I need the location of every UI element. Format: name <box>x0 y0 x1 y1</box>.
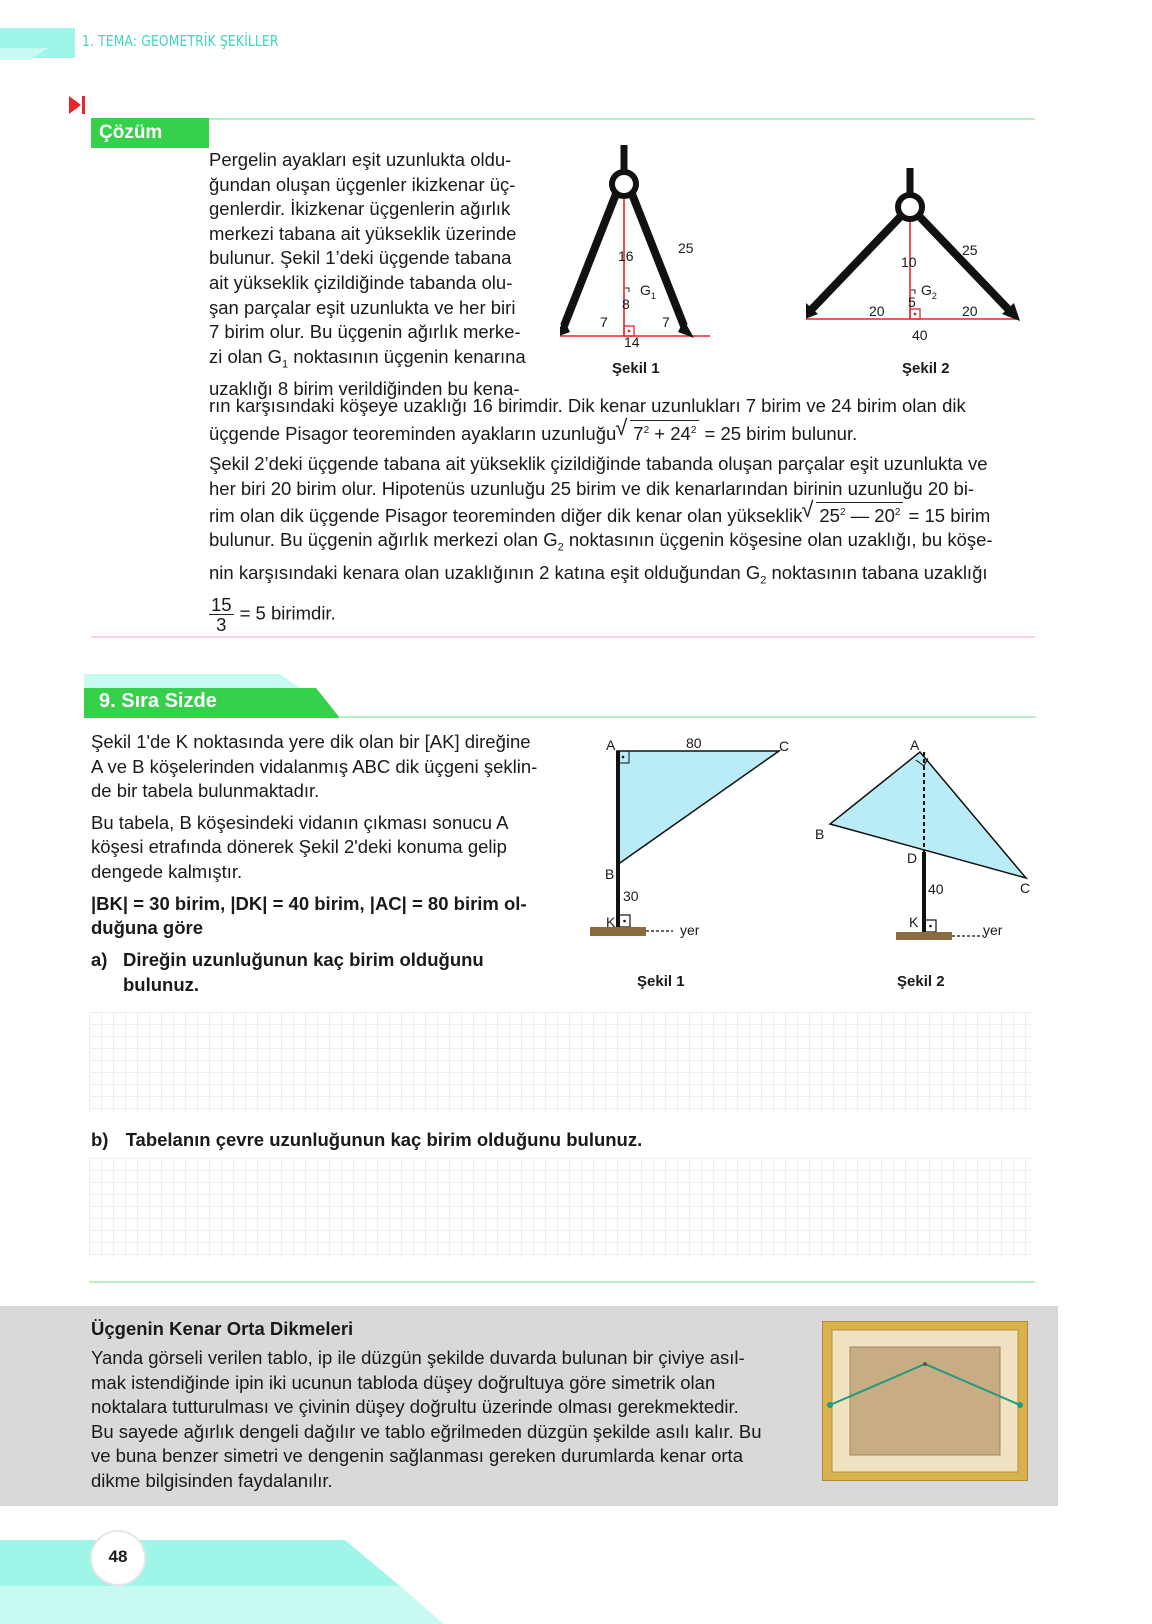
divider-line <box>209 118 1035 120</box>
header-theme-title: GEOMETRİK ŞEKİLLER <box>141 32 279 50</box>
label-25: 25 <box>678 240 694 256</box>
text-line: bulunur. Şekil 1’deki üçgende tabana <box>209 247 512 269</box>
label-5: 5 <box>908 294 916 310</box>
solution-wrap-text <box>209 148 548 402</box>
text-line: rim olan dik üçgende Pisagor teoreminden diğer dik kenar olan yükseklik√ $25^2$ — $20^2 = 15$ birim <box>209 502 1035 529</box>
question-b <box>91 1128 991 1153</box>
text-line: duğuna göre <box>91 917 204 939</box>
text-line: ait yükseklik çizildiğinde tabanda olu- <box>209 271 513 293</box>
question-b-label: b) <box>91 1129 109 1150</box>
text-line: ğundan oluşan üçgenler ikizkenar üç- <box>209 173 516 195</box>
header-theme-label: 1. TEMA: <box>82 32 138 50</box>
label-40: 40 <box>928 881 944 897</box>
text-line: Şekil 1'de K noktasında yere dik olan bir [AK] direğine <box>91 731 531 752</box>
text-line: ve buna benzer simetri ve dengenin sağlanması gereken durumlarda kenar orta <box>91 1445 743 1467</box>
text-line: uzaklığı 8 birim verildiğinden bu kena- <box>209 378 520 400</box>
text-line: Pergelin ayakları eşit uzunlukta oldu- <box>209 149 512 170</box>
question-a-label: a) <box>91 949 108 970</box>
vertex-b: B <box>605 866 615 882</box>
label-10: 10 <box>901 254 917 270</box>
label-7-right: 7 <box>662 314 670 330</box>
text-line: Bu tabela, B köşesindeki vidanın çıkması sonucu A <box>91 811 509 833</box>
exercise-header-bg <box>84 674 1044 722</box>
solution-title: Çözüm <box>91 118 209 148</box>
text-line: A ve B köşelerinden vidalanmış ABC dik üçgeni şeklin- <box>91 755 538 777</box>
question-a <box>91 948 547 997</box>
text-line: bulunur. Bu üçgenin ağırlık merkezi olan $G_2$ noktasının üçgenin köşesine olan uzaklığı, bu köşe- <box>209 529 993 554</box>
label-16: 16 <box>618 248 634 264</box>
sqrt-expression: √ $7^2 + 24^2$ <box>630 420 699 444</box>
figure-caption: Şekil 2 <box>902 360 950 377</box>
section-divider <box>89 1281 1035 1283</box>
text-line: rın karşısındaki köşeye uzaklığı 16 birimdir. Dik kenar uzunlukları 7 birim ve 24 birim olan dik <box>209 395 966 416</box>
label-7-left: 7 <box>600 314 608 330</box>
sign-figure-1 <box>585 735 805 945</box>
text-line: noktalara tutturulması ve çivinin düşey doğrultu üzerinde olması gerekmektedir. <box>91 1396 739 1418</box>
vertex-b: B <box>815 826 825 842</box>
vertex-a: A <box>910 737 920 753</box>
figure-caption: Şekil 1 <box>637 973 685 990</box>
text-line: Şekil 2’deki üçgende tabana ait yükseklik çizildiğinde tabanda oluşan parçalar eşit uzunlukta ve <box>209 453 988 475</box>
text-line: genlerdir. İkizkenar üçgenlerin ağırlık <box>209 198 511 220</box>
text-line: 7 birim olur. Bu üçgenin ağırlık merke- <box>209 321 521 343</box>
question-b-text: Tabelanın çevre uzunluğunun kaç birim olduğunu bulunuz. <box>125 1129 643 1150</box>
compass-figure-1 <box>560 140 730 350</box>
solution-full-text <box>209 394 1035 634</box>
compass-figure-2 <box>806 165 1026 325</box>
text-line: Bu sayede ağırlık dengeli dağılır ve tablo eğrilmeden düzgün şekilde asılı kalır. Bu <box>91 1420 762 1442</box>
page-number: 48 <box>108 1547 128 1566</box>
vertex-k: K <box>606 914 616 930</box>
label-20-left: 20 <box>869 303 885 319</box>
text-line: her biri 20 birim olur. Hipotenüs uzunluğu 25 birim ve dik kenarlarından birinin uzunluğu 20 bi- <box>209 477 975 499</box>
fraction: $\frac{15}{3}$ <box>211 593 232 635</box>
vertex-d: D <box>907 850 918 866</box>
exercise-title: 9. Sıra Sizde <box>99 690 217 712</box>
info-text <box>91 1346 792 1494</box>
picture-frame-illustration <box>822 1321 1028 1481</box>
text-line: üçgende Pisagor teoreminden ayakların uzunluğu√ $7^2 + 24^2 = 25$ birim bulunur. <box>209 420 1035 447</box>
figure-caption: Şekil 2 <box>897 973 945 990</box>
text-line: |BK| = 30 birim, |DK| = 40 birim, |AC| = 80 birim ol- <box>91 892 527 914</box>
vertex-a: A <box>606 737 616 753</box>
sign-figure-2 <box>810 740 1030 940</box>
text-line: Yanda görseli verilen tablo, ip ile düzgün şekilde duvarda bulunan bir çiviye asıl- <box>91 1347 745 1368</box>
vertex-c: C <box>779 738 790 754</box>
label-40: 40 <box>912 327 928 343</box>
label-20-right: 20 <box>962 303 978 319</box>
vertex-c: C <box>1020 880 1031 896</box>
ground-label: yer <box>680 922 700 938</box>
text-line: dikme bilgisinden faydalanılır. <box>91 1469 333 1491</box>
label-30: 30 <box>623 888 639 904</box>
text-line: Direğin uzunluğunun kaç birim olduğunu <box>123 949 484 970</box>
label-8: 8 <box>622 296 630 312</box>
header-theme <box>82 32 279 50</box>
figure-caption: Şekil 1 <box>612 360 660 377</box>
ground-label: yer <box>983 922 1003 938</box>
section-divider <box>91 636 1035 638</box>
text-line: bulunuz. <box>123 973 200 995</box>
text-line: mak istendiğinde ipin iki ucunun tabloda düşey doğrultuya göre simetrik olan <box>91 1371 716 1393</box>
label-14: 14 <box>624 334 640 350</box>
label-25: 25 <box>962 242 978 258</box>
text-line: nin karşısındaki kenara olan uzaklığının 2 katına eşit olduğundan $G_2$ noktasının tabana uzaklığı <box>209 561 988 587</box>
exercise-text <box>91 730 547 941</box>
label-g1: $G_1$ <box>640 282 656 301</box>
text-line: zi olan $G_1$ noktasının üçgenin kenarına <box>209 345 526 371</box>
info-title: Üçgenin Kenar Orta Dikmeleri <box>91 1318 354 1339</box>
text-line: şan parçalar eşit uzunlukta ve her biri <box>209 296 516 318</box>
footer-decoration <box>0 1530 500 1624</box>
text-line: dengede kalmıştır. <box>91 860 243 882</box>
answer-area-b[interactable] <box>89 1158 1033 1258</box>
answer-area-a[interactable] <box>89 1012 1033 1112</box>
arrow-icon <box>69 94 91 116</box>
vertex-k: K <box>909 914 919 930</box>
label-80: 80 <box>686 735 702 751</box>
text-line: de bir tabela bulunmaktadır. <box>91 780 320 802</box>
text-line: merkezi tabana ait yükseklik üzerinde <box>209 222 517 244</box>
sqrt-expression: √ $25^2$ — $20^2$ <box>816 502 903 526</box>
label-g2: $G_2$ <box>921 282 937 301</box>
fraction-line: $\frac{15}{3}$ = 5 birimdir. <box>211 593 336 635</box>
text-line: köşesi etrafında dönerek Şekil 2'deki konuma gelip <box>91 836 507 858</box>
